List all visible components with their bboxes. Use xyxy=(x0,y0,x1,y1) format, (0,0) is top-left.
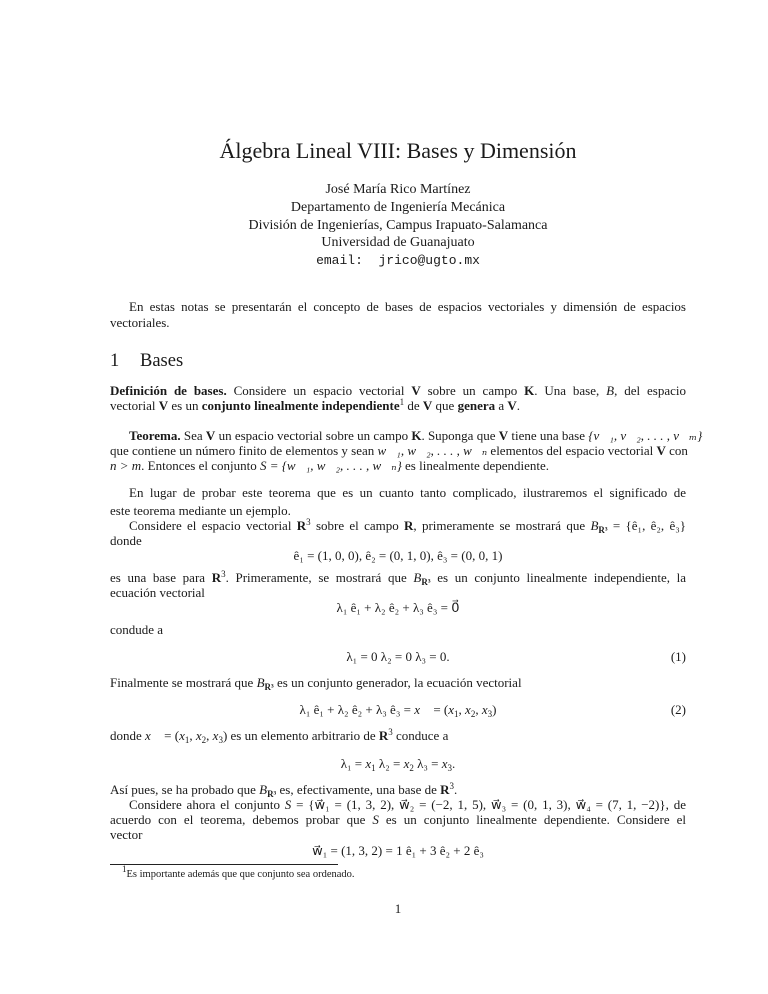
text-segment: es linealmente dependiente. xyxy=(401,458,550,473)
equation-w1 xyxy=(110,844,686,858)
math-text: {v⃗₁, v⃗₂, . . . , v⃗ₘ} xyxy=(588,428,703,443)
script-text: 3 xyxy=(221,569,226,579)
bold-text: K xyxy=(524,383,535,398)
text-segment: de xyxy=(404,398,423,413)
bold-text: Definición de bases. xyxy=(110,383,227,398)
paragraph-line xyxy=(110,813,686,827)
text-segment: Considere el espacio vectorial xyxy=(129,518,297,533)
text-segment: Sea xyxy=(180,428,206,443)
math-text: x xyxy=(212,728,219,743)
text-segment: Considere un espacio vectorial xyxy=(226,383,412,398)
text-segment: w⃗₁ = (1, 3, 2) = 1 ê₁ + 3 ê₂ + 2 ê₃ xyxy=(312,843,484,858)
script-text: 3 xyxy=(449,781,455,791)
script-text: 1 xyxy=(454,709,459,719)
bold-text: V xyxy=(205,428,216,443)
paragraph-line xyxy=(110,828,686,842)
equation-basis-vectors xyxy=(110,549,686,563)
math-text: x⃗ xyxy=(145,728,161,743)
text-segment: que contiene un número finito de elementos y sean xyxy=(110,443,378,458)
text-segment: es un conjunto linealmente dependiente. Considere el xyxy=(378,812,686,827)
script-text: R³ xyxy=(264,682,274,692)
text-segment: En estas notas se presentarán el concepto de bases de espacios vectoriales y dimensión de espacios xyxy=(129,299,686,314)
text-segment: donde xyxy=(110,728,146,743)
text-segment: vectorial xyxy=(110,398,159,413)
script-text: 3 xyxy=(447,763,453,773)
math-text: x xyxy=(365,756,372,771)
script-text: 2 xyxy=(470,709,476,719)
text-segment: = ( xyxy=(160,728,180,743)
text-segment: . Suponga que xyxy=(421,428,499,443)
paragraph-line xyxy=(110,783,686,797)
script-text: R³ xyxy=(598,525,608,535)
text-segment: . xyxy=(516,398,521,413)
math-text: B xyxy=(590,518,599,533)
text-segment: Considere ahora el conjunto xyxy=(129,797,285,812)
text-segment: vectoriales. xyxy=(110,315,170,330)
text-segment: ecuación vectorial xyxy=(110,585,205,600)
author-department: Departamento de Ingeniería Mecánica xyxy=(290,200,506,215)
text-segment: acuerdo con el teorema, debemos probar que xyxy=(110,812,373,827)
text-segment: λ₃ = xyxy=(413,756,442,771)
text-segment: es un xyxy=(168,398,202,413)
author-email-line xyxy=(0,253,768,269)
text-segment: es una base para xyxy=(110,570,212,585)
math-text: x xyxy=(448,702,455,717)
theorem-line xyxy=(110,459,686,473)
script-text: 3 xyxy=(218,735,223,745)
text-segment: Así pues, se ha probado que xyxy=(110,782,260,797)
text-segment: . Entonces el conjunto xyxy=(141,458,260,473)
bold-text: V xyxy=(498,428,509,443)
text-segment: λ₁ ê₁ + λ₂ ê₂ + λ₃ ê₃ = xyxy=(299,702,415,717)
text-segment: λ₁ ê₁ + λ₂ ê₂ + λ₃ ê₃ = 0⃗ xyxy=(336,600,460,615)
math-text: S xyxy=(372,812,379,827)
math-text: x xyxy=(465,702,471,717)
math-text: n > m xyxy=(110,458,142,473)
text-segment: , xyxy=(206,728,213,743)
text-segment: λ₂ = xyxy=(375,756,404,771)
script-text: 1 xyxy=(371,763,376,773)
footnote xyxy=(110,864,355,881)
bold-text: K xyxy=(411,428,422,443)
paragraph-line xyxy=(110,519,686,533)
text-segment: , xyxy=(475,702,482,717)
text-segment: . Primeramente, se mostrará que xyxy=(225,570,414,585)
text-segment: = ( xyxy=(430,702,449,717)
author-division: División de Ingenierías, Campus Irapuato-Salamanca xyxy=(248,218,548,233)
theorem-line xyxy=(110,428,703,443)
text-segment: ê₁ = (1, 0, 0), ê₂ = (0, 1, 0), ê₃ = (0, 0, 1) xyxy=(293,548,503,563)
bold-text: V xyxy=(158,398,169,413)
bold-text: R xyxy=(211,570,222,585)
text-segment: , xyxy=(458,702,466,717)
equation-1-label: (1) xyxy=(670,649,686,664)
script-text: R³ xyxy=(267,789,277,799)
author-university: Universidad de Guanajuato xyxy=(321,235,475,250)
script-text: 2 xyxy=(201,735,207,745)
math-text: w⃗₁, w⃗₂, . . . , w⃗ₙ xyxy=(377,443,488,458)
email-address: jrico@ugto.mx xyxy=(378,253,480,268)
math-text: x⃗ xyxy=(414,702,431,717)
math-text: B xyxy=(259,782,268,797)
text-segment: = {w⃗₁ = (1, 3, 2), w⃗₂ = (−2, 1, 5), w⃗₃ = (0, 1, 3), w⃗₄ = (7, 1, −2)}, de xyxy=(291,797,686,812)
text-segment: λ₁ = 0 λ₂ = 0 λ₃ = 0. xyxy=(346,649,450,664)
section-heading xyxy=(110,350,183,372)
math-text: x xyxy=(179,728,185,743)
paragraph-line xyxy=(110,534,686,548)
page-number: 1 xyxy=(394,901,402,916)
text-segment: condude a xyxy=(110,622,164,637)
paragraph-line xyxy=(110,486,686,500)
definition-line xyxy=(110,399,686,413)
text-segment: conduce a xyxy=(392,728,449,743)
text-segment: sobre un campo xyxy=(420,383,525,398)
script-text: R³ xyxy=(421,577,431,587)
definition-line xyxy=(110,384,686,398)
paragraph-line xyxy=(110,676,686,690)
text-segment: ) xyxy=(492,702,497,717)
text-segment: ) es un elemento arbitrario de xyxy=(222,728,379,743)
math-text: x xyxy=(403,756,410,771)
footnote-rule xyxy=(110,864,338,865)
text-segment: donde xyxy=(110,533,142,548)
paragraph-line xyxy=(110,504,686,518)
text-segment: . xyxy=(454,782,458,797)
math-text: S = {w⃗₁, w⃗₂, . . . , w⃗ₙ} xyxy=(259,458,402,473)
author-name: José María Rico Martínez xyxy=(325,182,471,197)
equation-2-label: (2) xyxy=(670,702,686,717)
script-text: 1 xyxy=(184,735,190,745)
abstract-line xyxy=(110,300,686,314)
text-segment: , xyxy=(189,728,196,743)
bold-text: R xyxy=(378,728,389,743)
text-segment: que xyxy=(432,398,458,413)
paragraph-line xyxy=(110,586,686,600)
bold-text: R xyxy=(296,518,307,533)
theorem-line xyxy=(110,444,686,458)
bold-text: genera xyxy=(457,398,496,413)
text-segment: a xyxy=(495,398,508,413)
paragraph-line xyxy=(110,729,686,743)
text-segment: este teorema mediante un ejemplo. xyxy=(110,503,291,518)
equation-linear-combination-zero xyxy=(110,601,686,615)
equation-1 xyxy=(160,650,636,664)
bold-text: R xyxy=(440,782,450,797)
bold-text: V xyxy=(422,398,433,413)
footnote-text: Es importante además que que conjunto sea ordenado. xyxy=(126,869,355,880)
text-segment: es un conjunto linealmente independiente, la xyxy=(430,570,686,585)
paragraph-line xyxy=(110,623,686,637)
script-text: 3 xyxy=(306,517,311,527)
script-text: 3 xyxy=(487,709,493,719)
math-text: x xyxy=(195,728,202,743)
text-segment: un espacio vectorial sobre un campo xyxy=(215,428,412,443)
text-segment: Finalmente se mostrará que xyxy=(110,675,257,690)
equation-solution xyxy=(160,757,636,771)
bold-text: V xyxy=(656,443,666,458)
math-text: B xyxy=(256,675,265,690)
text-segment: = {ê₁, ê₂, ê₃} xyxy=(607,518,687,533)
text-segment: es, efectivamente, una base de xyxy=(276,782,441,797)
text-segment: sobre el campo xyxy=(310,518,405,533)
paragraph-line xyxy=(110,798,686,812)
text-segment: con xyxy=(665,443,688,458)
math-text: S xyxy=(284,797,292,812)
text-segment: , del espacio xyxy=(614,383,687,398)
math-text: x xyxy=(441,756,448,771)
math-text: x xyxy=(481,702,488,717)
text-segment: λ₁ = xyxy=(340,756,366,771)
bold-text: V xyxy=(411,383,421,398)
paragraph-line xyxy=(110,571,686,585)
text-segment: . xyxy=(452,756,456,771)
bold-text: conjunto linealmente independiente xyxy=(201,398,400,413)
bold-text: V xyxy=(507,398,517,413)
section-number: 1 xyxy=(110,351,120,371)
text-segment: es un conjunto generador, la ecuación vectorial xyxy=(273,675,522,690)
document-title: Álgebra Lineal VIII: Bases y Dimensión xyxy=(219,138,577,163)
footnote-mark: 1 xyxy=(122,864,127,874)
text-segment: vector xyxy=(110,827,143,842)
text-segment: En lugar de probar este teorema que es un cuanto tanto complicado, ilustraremos el significado de xyxy=(129,485,686,500)
script-text: 2 xyxy=(409,763,414,773)
script-text: 1 xyxy=(399,397,405,407)
bold-text: R xyxy=(404,518,414,533)
equation-2 xyxy=(160,703,636,717)
section-title: Bases xyxy=(140,351,184,371)
text-segment: elementos del espacio vectorial xyxy=(487,443,657,458)
text-segment: tiene una base xyxy=(508,428,589,443)
script-text: 3 xyxy=(388,727,393,737)
email-label: email: xyxy=(316,253,363,268)
text-segment: . Una base, xyxy=(534,383,607,398)
math-text: B xyxy=(606,383,615,398)
abstract-line xyxy=(110,316,686,330)
math-text: B xyxy=(413,570,422,585)
bold-text: Teorema. xyxy=(129,428,181,443)
text-segment: , primeramente se mostrará que xyxy=(413,518,591,533)
